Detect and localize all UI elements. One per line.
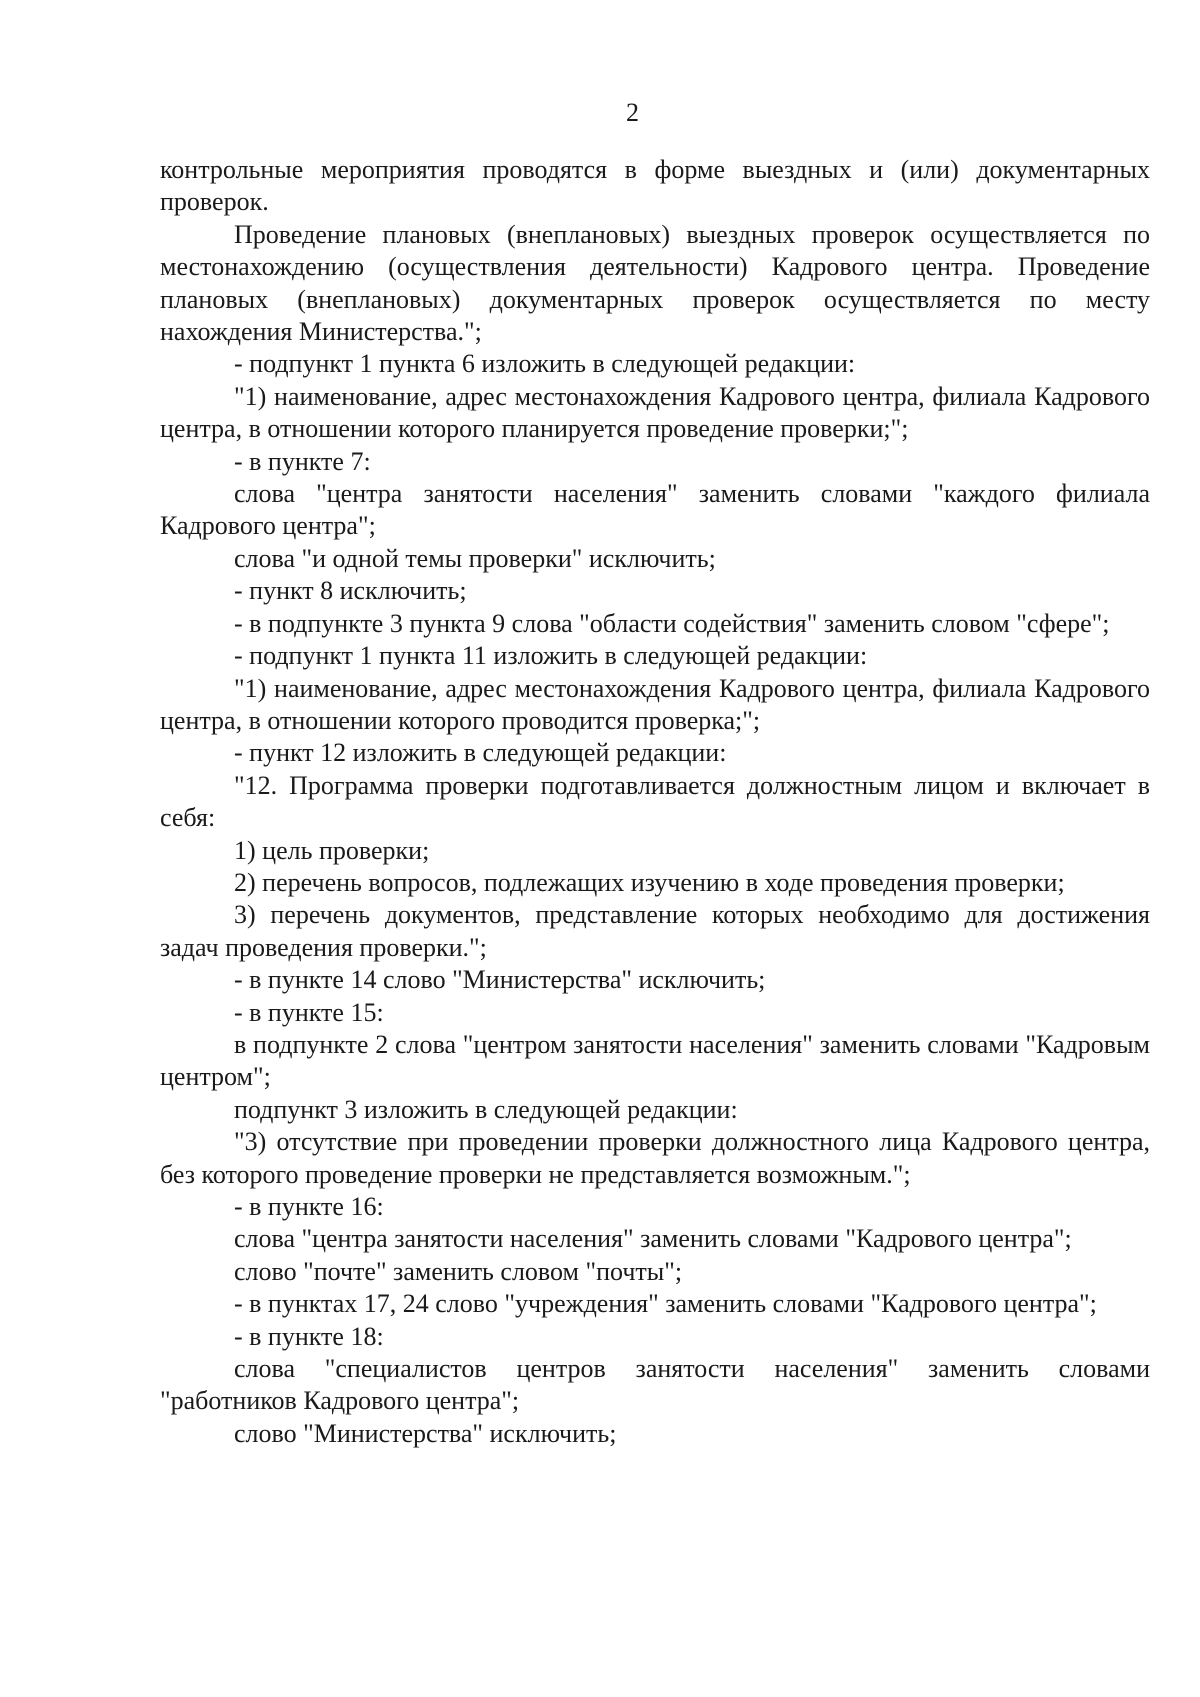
paragraph: слова "и одной темы проверки" исключить; [234,543,716,573]
paragraph: - подпункт 1 пункта 6 изложить в следующей редакции: [234,349,856,379]
paragraph: - в подпункте 3 пункта 9 слова "области содействия" заменить словом "сфере"; [234,608,1110,638]
paragraph: "12. Программа проверки подготавливается должностным лицом и включает в себя: [160,770,1150,833]
page-number: 2 [626,98,639,127]
paragraph: - в пункте 7: [234,446,371,476]
paragraph: - пункт 12 изложить в следующей редакции: [234,738,727,768]
paragraph: - пункт 8 исключить; [234,576,467,606]
paragraph: слово "Министерства" исключить; [234,1418,617,1448]
paragraph: 2) перечень вопросов, подлежащих изучению в ходе проведения проверки; [234,867,1065,897]
paragraph: подпункт 3 изложить в следующей редакции: [234,1094,738,1124]
paragraph: "1) наименование, адрес местонахождения Кадрового центра, филиала Кадрового центра, в отношении которого проводится проверка;"; [160,673,1150,735]
paragraph: Проведение плановых (внеплановых) выездных проверок осуществляется по местонахождению (осуществления деятельности) Кадрового центра. Проведение плановых (внеплановых) документарных проверок осуществляется по месту нахождения Министерства."; [160,219,1150,347]
paragraph: слово "почте" заменить словом "почты"; [234,1256,683,1286]
paragraph: "3) отсутствие при проведении проверки должностного лица Кадрового центра, без которого проведение проверки не представляется возможным."; [160,1127,1150,1189]
paragraph: 3) перечень документов, представление которых необходимо для достижения задач проведения проверки."; [160,900,1150,962]
paragraph: "1) наименование, адрес местонахождения Кадрового центра, филиала Кадрового центра, в отношении которого планируется проведение проверки;"; [160,381,1150,444]
paragraph: - в пунктах 17, 24 слово "учреждения" заменить словами "Кадрового центра"; [234,1289,1097,1319]
paragraph: слова "центра занятости населения" заменить словами "Кадрового центра"; [234,1224,1072,1254]
paragraph: - подпункт 1 пункта 11 изложить в следующей редакции: [234,641,868,671]
paragraph: в подпункте 2 слова "центром занятости населения" заменить словами "Кадровым центром"; [160,1029,1150,1092]
paragraph: - в пункте 18: [234,1321,384,1351]
paragraph: - в пункте 14 слово "Министерства" исключить; [234,965,766,995]
paragraph: - в пункте 16: [234,1192,384,1221]
paragraph: слова "специалистов центров занятости населения" заменить словами "работников Кадрового центра"; [160,1354,1150,1416]
document-body [160,154,1150,1450]
paragraph: - в пункте 15: [234,997,384,1027]
paragraph: 1) цель проверки; [234,835,430,865]
paragraph: контрольные мероприятия проводятся в форме выездных и (или) документарных проверок. [160,155,1150,217]
paragraph: слова "центра занятости населения" заменить словами "каждого филиала Кадрового центра"; [160,479,1150,541]
